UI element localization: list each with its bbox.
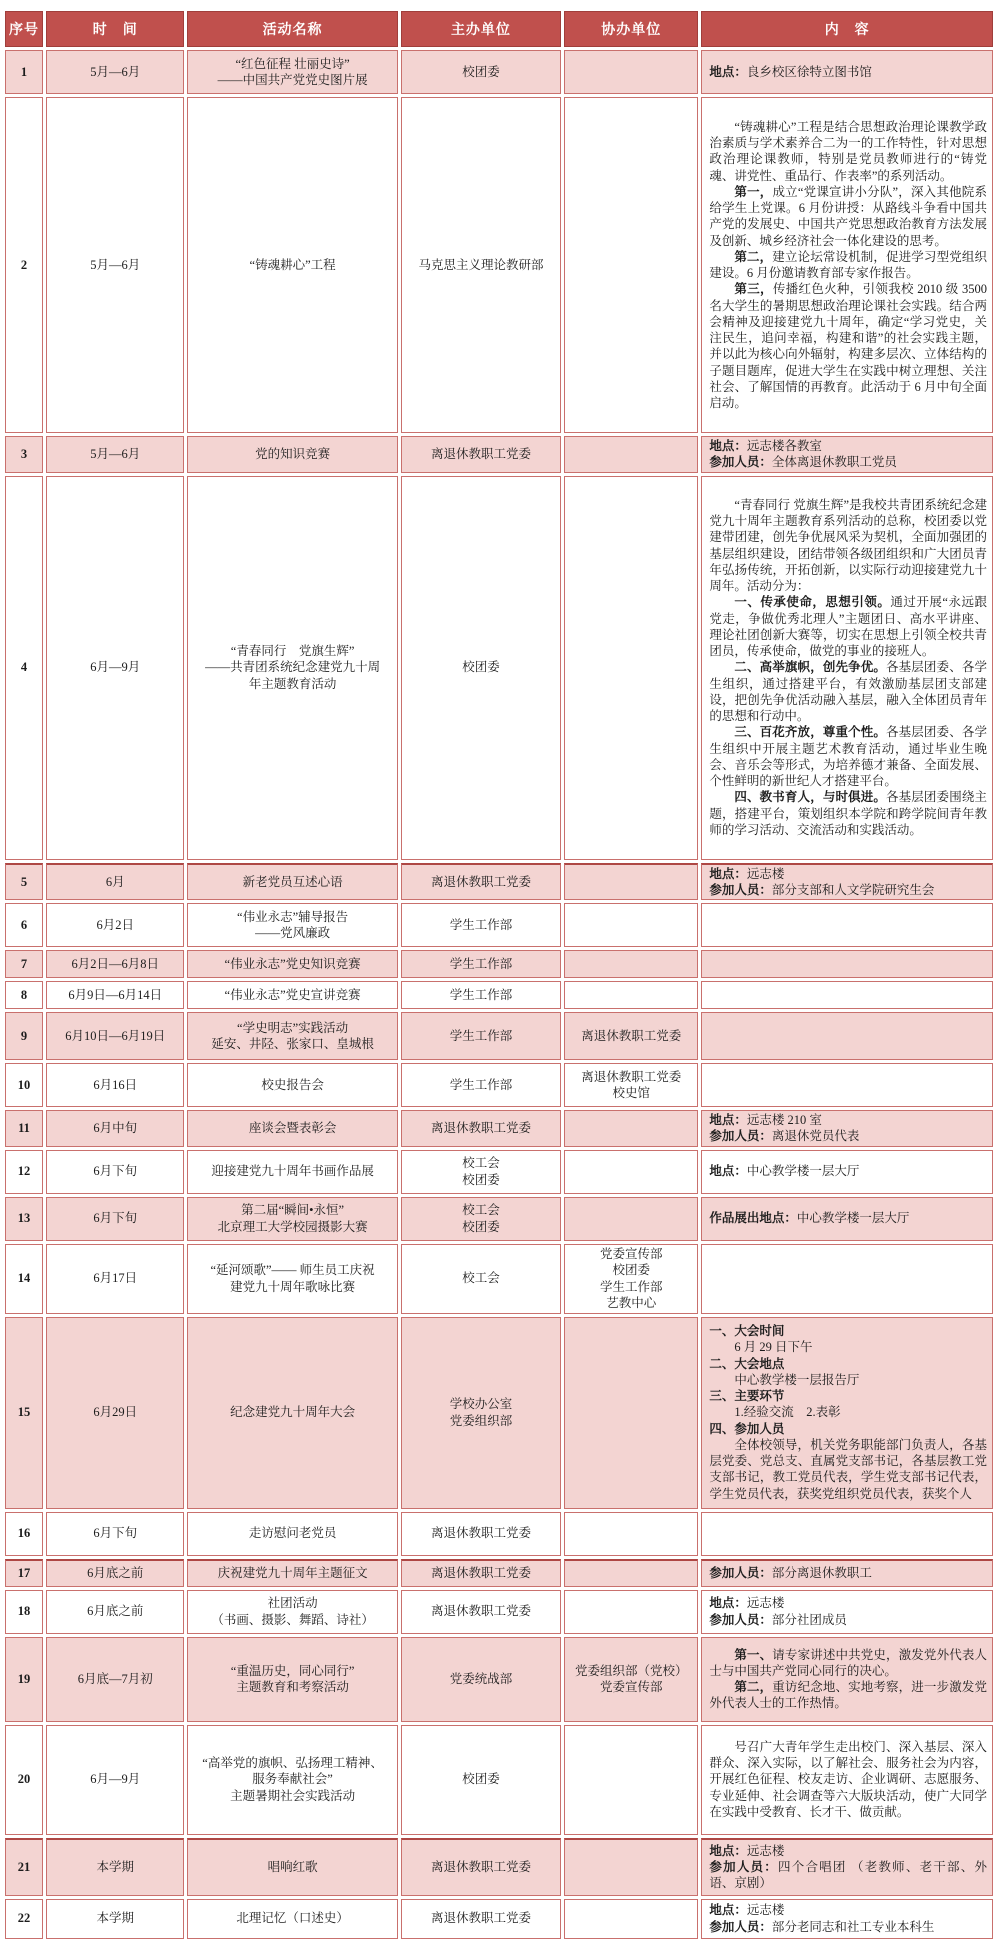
cell-time: 6月2日 — [46, 903, 184, 947]
activity-schedule-table — [2, 8, 996, 1942]
content-paragraph: 地点：良乡校区徐特立图书馆 — [709, 64, 872, 79]
cell-organizer: 离退休教职工党委 — [401, 863, 561, 901]
cell-organizer: 党委统战部 — [401, 1637, 561, 1722]
cell-no: 15 — [5, 1317, 43, 1509]
cell-organizer: 学生工作部 — [401, 903, 561, 947]
cell-activity-name: 走访慰问老党员 — [187, 1512, 397, 1556]
cell-time: 6月10日—6月19日 — [46, 1012, 184, 1060]
content-paragraph: 第二，建立论坛常设机制，促进学习型党组织建设。6 月份邀请教育部专家作报告。 — [709, 249, 987, 280]
content-paragraph: 参加人员：四个合唱团 （老教师、老干部、外语、京剧） — [709, 1859, 987, 1891]
content-paragraph: 二、大会地点 — [709, 1356, 785, 1371]
table-row — [5, 476, 993, 860]
cell-no: 10 — [5, 1063, 43, 1107]
header-time: 时 间 — [46, 11, 184, 47]
cell-co-organizer — [564, 903, 698, 947]
cell-time: 本学期 — [46, 1899, 184, 1939]
cell-time: 6月16日 — [46, 1063, 184, 1107]
cell-no: 11 — [5, 1110, 43, 1147]
cell-time: 5月—6月 — [46, 97, 184, 433]
cell-content — [701, 950, 993, 978]
content-paragraph: 参加人员：离退休党员代表 — [709, 1129, 860, 1144]
header-co-organizer: 协办单位 — [564, 11, 698, 47]
cell-no: 21 — [5, 1838, 43, 1896]
content-paragraph: 一、大会时间 — [709, 1324, 785, 1339]
cell-activity-name: 座谈会暨表彰会 — [187, 1110, 397, 1147]
content-paragraph: 地点：远志楼 — [709, 1596, 785, 1611]
cell-no: 7 — [5, 950, 43, 978]
table-row — [5, 950, 993, 978]
cell-content — [701, 863, 993, 901]
cell-time: 6月下旬 — [46, 1197, 184, 1241]
cell-no: 2 — [5, 97, 43, 433]
cell-co-organizer — [564, 1899, 698, 1939]
cell-no: 22 — [5, 1899, 43, 1939]
content-paragraph: 地点：远志楼 — [709, 1843, 785, 1858]
content-paragraph: 三、百花齐放，尊重个性。各基层团委、各学生组织中开展主题艺术教育活动，通过毕业生晚会、音乐会等形式，为培养德才兼备、全面发展、个性鲜明的新世纪人才搭建平台。 — [709, 725, 987, 789]
header-activity-name: 活动名称 — [187, 11, 397, 47]
content-paragraph: 1.经验交流 2.表彰 — [734, 1405, 841, 1420]
cell-organizer: 离退休教职工党委 — [401, 436, 561, 473]
cell-co-organizer — [564, 50, 698, 94]
cell-time: 6月2日—6月8日 — [46, 950, 184, 978]
cell-activity-name: 新老党员互述心语 — [187, 863, 397, 901]
cell-no: 12 — [5, 1150, 43, 1194]
table-row — [5, 1559, 993, 1587]
cell-content — [701, 436, 993, 473]
cell-content — [701, 981, 993, 1009]
cell-co-organizer — [564, 863, 698, 901]
content-paragraph: 地点：远志楼 210 室 — [709, 1113, 822, 1127]
content-paragraph: 作品展出地点：中心教学楼一层大厅 — [709, 1211, 910, 1226]
cell-organizer: 离退休教职工党委 — [401, 1838, 561, 1896]
cell-organizer: 学校办公室 党委组织部 — [401, 1317, 561, 1509]
cell-activity-name: “高举党的旗帜、弘扬理工精神、 服务奉献社会” 主题暑期社会实践活动 — [187, 1725, 397, 1835]
cell-organizer: 学生工作部 — [401, 1063, 561, 1107]
cell-time: 6月底—7月初 — [46, 1637, 184, 1722]
cell-content — [701, 476, 993, 860]
table-row — [5, 1512, 993, 1556]
content-paragraph: 第一、请专家讲述中共党史，激发党外代表人士与中国共产党同心同行的决心。 — [709, 1647, 987, 1678]
table-row — [5, 1899, 993, 1939]
cell-activity-name: 唱响红歌 — [187, 1838, 397, 1896]
table-row — [5, 1838, 993, 1896]
cell-no: 9 — [5, 1012, 43, 1060]
content-paragraph: 二、高举旗帜，创先争优。各基层团委、各学生组织，通过搭建平台，有效激励基层团支部建设，把创先争优活动融入基层，融入全体团员青年的思想和行动中。 — [709, 660, 987, 724]
cell-content — [701, 1725, 993, 1835]
cell-content — [701, 1590, 993, 1634]
cell-organizer: 学生工作部 — [401, 1012, 561, 1060]
cell-time: 6月—9月 — [46, 1725, 184, 1835]
content-paragraph: 全体校领导，机关党务职能部门负责人，各基层党委、党总支、直属党支部书记，各基层教工党支部书记，教工党员代表，学生党支部书记代表，学生党员代表，获奖党组织党员代表，获奖个人 — [709, 1437, 987, 1501]
cell-organizer: 校团委 — [401, 1725, 561, 1835]
table-row — [5, 1150, 993, 1194]
content-paragraph: 第一，成立“党课宣讲小分队”，深入其他院系给学生上党课。6 月份讲授：从路线斗争看中国共产党的发展史、中国共产党思想政治教育方法发展及创新、城乡经济社会一体化建设的思考。 — [709, 184, 987, 248]
cell-activity-name: “学史明志”实践活动 延安、井陉、张家口、皇城根 — [187, 1012, 397, 1060]
content-paragraph: 参加人员：部分支部和人文学院研究生会 — [709, 882, 935, 897]
cell-co-organizer — [564, 1110, 698, 1147]
cell-content — [701, 1512, 993, 1556]
cell-organizer: 马克思主义理论教研部 — [401, 97, 561, 433]
cell-co-organizer — [564, 476, 698, 860]
cell-activity-name: “伟业永志”辅导报告 ——党风廉政 — [187, 903, 397, 947]
cell-no: 18 — [5, 1590, 43, 1634]
table-row — [5, 1725, 993, 1835]
cell-time: 本学期 — [46, 1838, 184, 1896]
table-row — [5, 981, 993, 1009]
cell-no: 16 — [5, 1512, 43, 1556]
cell-time: 6月中旬 — [46, 1110, 184, 1147]
cell-organizer: 离退休教职工党委 — [401, 1899, 561, 1939]
cell-time: 6月29日 — [46, 1317, 184, 1509]
cell-co-organizer — [564, 1317, 698, 1509]
cell-activity-name: 纪念建党九十周年大会 — [187, 1317, 397, 1509]
cell-content — [701, 97, 993, 433]
content-paragraph: 参加人员：部分社团成员 — [709, 1612, 847, 1627]
cell-co-organizer — [564, 981, 698, 1009]
header-organizer: 主办单位 — [401, 11, 561, 47]
table-row — [5, 50, 993, 94]
cell-time: 6月底之前 — [46, 1590, 184, 1634]
cell-no: 4 — [5, 476, 43, 860]
content-paragraph: 地点：远志楼 — [709, 1903, 785, 1918]
table-row — [5, 1590, 993, 1634]
cell-organizer: 校团委 — [401, 50, 561, 94]
cell-activity-name: 校史报告会 — [187, 1063, 397, 1107]
content-paragraph: 中心教学楼一层报告厅 — [734, 1372, 860, 1387]
content-paragraph: 地点：远志楼各教室 — [709, 439, 822, 453]
cell-content — [701, 1150, 993, 1194]
cell-time: 6月9日—6月14日 — [46, 981, 184, 1009]
table-row — [5, 97, 993, 433]
header-row — [5, 11, 993, 47]
cell-organizer: 校工会 校团委 — [401, 1197, 561, 1241]
content-paragraph: 四、教书育人，与时俱进。各基层团委围绕主题，搭建平台，策划组织本学院和跨学院间青年教师的学习活动、交流活动和实践活动。 — [709, 790, 987, 837]
content-paragraph: “青春同行 党旗生辉”是我校共青团系统纪念建党九十周年主题教育系列活动的总称，校团委以党建带团建，创先争优展风采为契机，全面加强团的基层组织建设，团结带领各级团组织和广大团员青年弘扬传统，开拓创新，以实际行动迎接建党九十周年。活动分为： — [709, 497, 987, 594]
cell-co-organizer: 党委宣传部 校团委 学生工作部 艺教中心 — [564, 1244, 698, 1314]
cell-organizer: 校工会 — [401, 1244, 561, 1314]
table-row — [5, 1012, 993, 1060]
cell-time: 6月下旬 — [46, 1150, 184, 1194]
table-row — [5, 1063, 993, 1107]
cell-co-organizer — [564, 1725, 698, 1835]
cell-activity-name: “青春同行 党旗生辉” ——共青团系统纪念建党九十周 年主题教育活动 — [187, 476, 397, 860]
content-paragraph: 四、参加人员 — [709, 1421, 785, 1436]
cell-organizer: 学生工作部 — [401, 981, 561, 1009]
cell-activity-name: 北理记忆（口述史） — [187, 1899, 397, 1939]
cell-no: 20 — [5, 1725, 43, 1835]
cell-no: 3 — [5, 436, 43, 473]
cell-organizer: 校工会 校团委 — [401, 1150, 561, 1194]
cell-content — [701, 1899, 993, 1939]
table-row — [5, 903, 993, 947]
table-row — [5, 1244, 993, 1314]
cell-activity-name: “红色征程 壮丽史诗” ——中国共产党党史图片展 — [187, 50, 397, 94]
cell-activity-name: “延河颂歌”—— 师生员工庆祝 建党九十周年歌咏比赛 — [187, 1244, 397, 1314]
cell-co-organizer: 党委组织部（党校） 党委宣传部 — [564, 1637, 698, 1722]
cell-co-organizer — [564, 1150, 698, 1194]
table-body — [5, 50, 993, 1939]
cell-no: 17 — [5, 1559, 43, 1587]
content-paragraph: 参加人员：部分离退休教职工 — [709, 1565, 872, 1580]
cell-no: 1 — [5, 50, 43, 94]
content-paragraph: 地点：远志楼 — [709, 866, 785, 881]
content-paragraph: 三、主要环节 — [709, 1389, 785, 1404]
cell-no: 14 — [5, 1244, 43, 1314]
cell-content — [701, 50, 993, 94]
cell-time: 5月—6月 — [46, 436, 184, 473]
cell-co-organizer — [564, 97, 698, 433]
cell-activity-name: “伟业永志”党史宣讲竞赛 — [187, 981, 397, 1009]
cell-time: 5月—6月 — [46, 50, 184, 94]
cell-activity-name: 庆祝建党九十周年主题征文 — [187, 1559, 397, 1587]
content-paragraph: 第二，重访纪念地、实地考察，进一步激发党外代表人士的工作热情。 — [709, 1680, 987, 1711]
cell-activity-name: “伟业永志”党史知识竞赛 — [187, 950, 397, 978]
table-row — [5, 1637, 993, 1722]
table-row — [5, 1110, 993, 1147]
cell-content — [701, 1012, 993, 1060]
cell-activity-name: 党的知识竞赛 — [187, 436, 397, 473]
cell-time: 6月—9月 — [46, 476, 184, 860]
table-row — [5, 436, 993, 473]
cell-co-organizer — [564, 1838, 698, 1896]
cell-content — [701, 1559, 993, 1587]
cell-no: 5 — [5, 863, 43, 901]
content-paragraph: 参加人员：全体离退休教职工党员 — [709, 455, 897, 470]
cell-co-organizer — [564, 1559, 698, 1587]
cell-activity-name: 社团活动 （书画、摄影、舞蹈、诗社） — [187, 1590, 397, 1634]
cell-co-organizer — [564, 1197, 698, 1241]
content-paragraph: 地点：中心教学楼一层大厅 — [709, 1164, 860, 1179]
header-no: 序号 — [5, 11, 43, 47]
cell-activity-name: “重温历史，同心同行” 主题教育和考察活动 — [187, 1637, 397, 1722]
table-row — [5, 863, 993, 901]
cell-co-organizer — [564, 436, 698, 473]
content-paragraph: 号召广大青年学生走出校门、深入基层、深入群众、深入实际，以了解社会、服务社会为内容，开展红色征程、校友走访、企业调研、志愿服务、专业延伸、社会调查等六大版块活动，使广大同学在实践中受教育、长才干、做贡献。 — [709, 1739, 987, 1819]
table-row — [5, 1317, 993, 1509]
cell-no: 8 — [5, 981, 43, 1009]
cell-content — [701, 1244, 993, 1314]
content-paragraph: 第三，传播红色火种，引领我校 2010 级 3500 名大学生的暑期思想政治理论课社会实践。结合两会精神及迎接建党九十周年，确定“学习党史，关注民生，追问幸福，构建和谐”的社会实践主题，并以此为核心向外辐射，构建多层次、立体结构的子题目题库，促进大学生在实践中树立理想、关注社会、了解国情的再教育。此活动于 6 月中旬全面启动。 — [709, 282, 987, 410]
cell-content — [701, 1838, 993, 1896]
cell-time: 6月17日 — [46, 1244, 184, 1314]
cell-content — [701, 903, 993, 947]
cell-organizer: 离退休教职工党委 — [401, 1110, 561, 1147]
cell-time: 6月底之前 — [46, 1559, 184, 1587]
cell-content — [701, 1317, 993, 1509]
cell-organizer: 学生工作部 — [401, 950, 561, 978]
cell-no: 6 — [5, 903, 43, 947]
cell-time: 6月 — [46, 863, 184, 901]
cell-organizer: 离退休教职工党委 — [401, 1590, 561, 1634]
cell-organizer: 离退休教职工党委 — [401, 1512, 561, 1556]
cell-no: 19 — [5, 1637, 43, 1722]
table-row — [5, 1197, 993, 1241]
cell-co-organizer: 离退休教职工党委 校史馆 — [564, 1063, 698, 1107]
cell-activity-name: “铸魂耕心”工程 — [187, 97, 397, 433]
cell-content — [701, 1197, 993, 1241]
cell-activity-name: 第二届“瞬间•永恒” 北京理工大学校园摄影大赛 — [187, 1197, 397, 1241]
content-paragraph: “铸魂耕心”工程是结合思想政治理论课教学政治素质与学术素养合二为一的工作特性，针对思想政治理论课教师，特别是党员教师进行的“铸党魂、讲党性、重品行、作表率”的系列活动。 — [709, 119, 987, 183]
cell-activity-name: 迎接建党九十周年书画作品展 — [187, 1150, 397, 1194]
cell-content — [701, 1063, 993, 1107]
header-content: 内 容 — [701, 11, 993, 47]
cell-co-organizer — [564, 1590, 698, 1634]
cell-no: 13 — [5, 1197, 43, 1241]
cell-time: 6月下旬 — [46, 1512, 184, 1556]
cell-co-organizer — [564, 1512, 698, 1556]
cell-organizer: 离退休教职工党委 — [401, 1559, 561, 1587]
cell-content — [701, 1637, 993, 1722]
cell-co-organizer: 离退休教职工党委 — [564, 1012, 698, 1060]
content-paragraph: 6 月 29 日下午 — [734, 1340, 813, 1355]
content-paragraph: 参加人员：部分老同志和社工专业本科生 — [709, 1919, 935, 1934]
cell-content — [701, 1110, 993, 1147]
content-paragraph: 一、传承使命，思想引领。通过开展“永远跟党走，争做优秀北理人”主题团日、高水平讲座、理论社团创新大赛等，切实在思想上引领全校共青团员，传承使命，做党的事业的接班人。 — [709, 595, 987, 659]
cell-organizer: 校团委 — [401, 476, 561, 860]
cell-co-organizer — [564, 950, 698, 978]
